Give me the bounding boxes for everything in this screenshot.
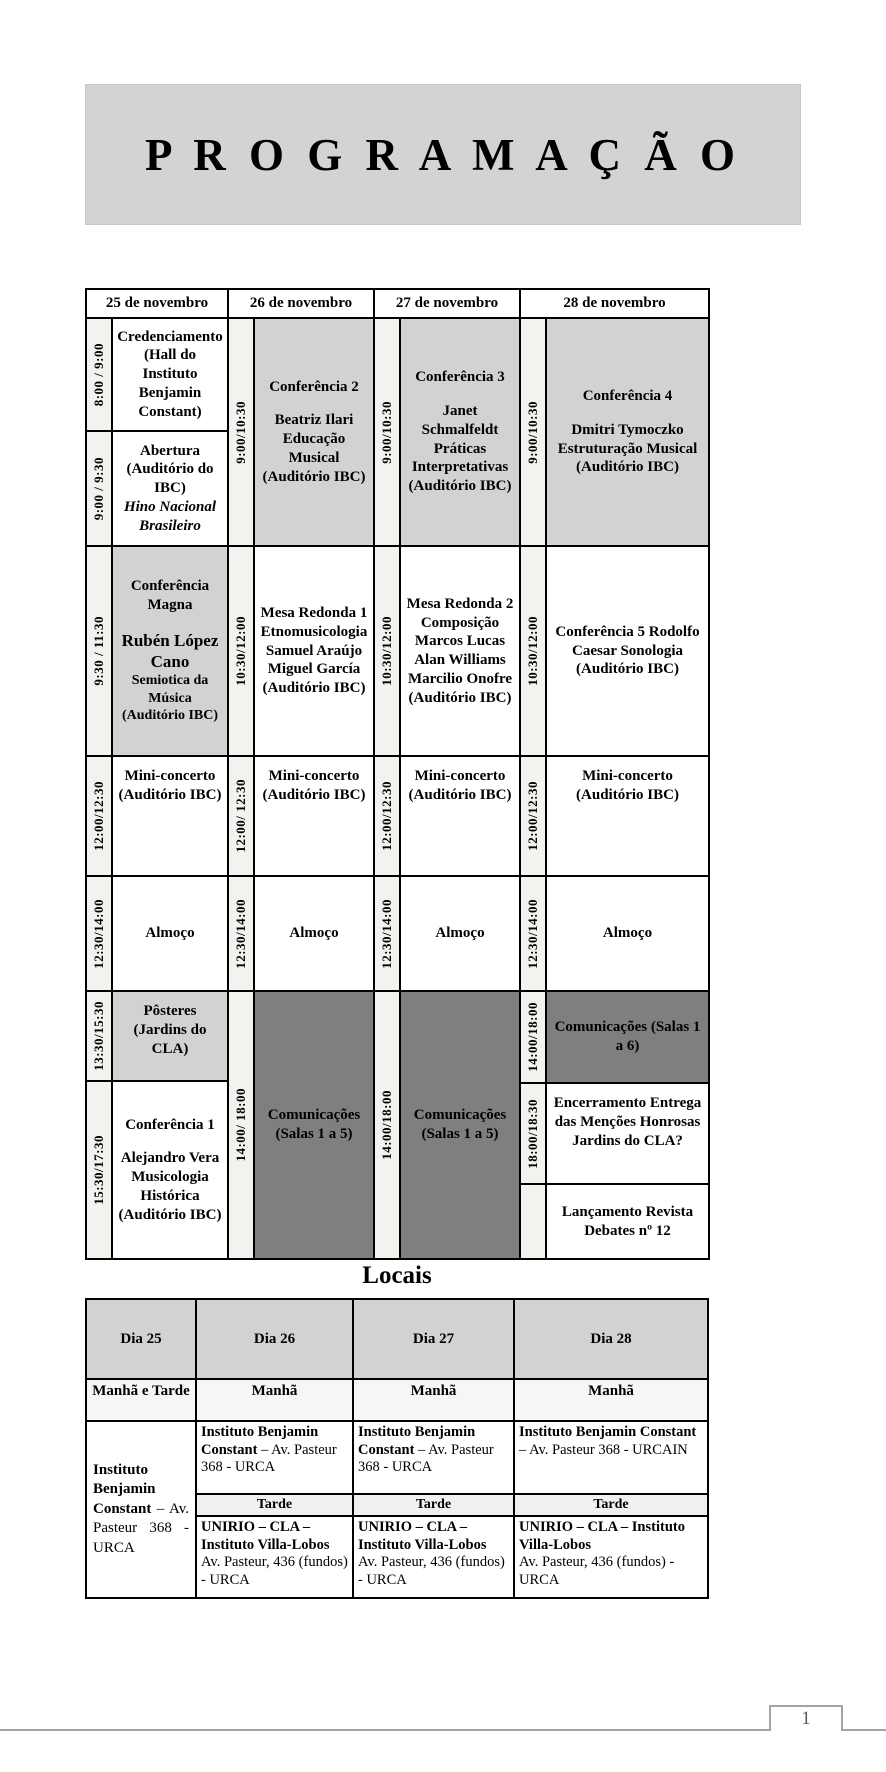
venue-period: Manhã xyxy=(196,1379,353,1421)
venue-tarde-header: Tarde xyxy=(353,1494,514,1516)
venues-table xyxy=(85,1298,709,1599)
event-cell-mesa-redonda-1: Mesa Redonda 1 Etnomusicologia Samuel Araújo Miguel García (Auditório IBC) xyxy=(254,546,374,756)
schedule-row xyxy=(520,318,709,546)
schedule-row xyxy=(228,546,374,756)
schedule-row xyxy=(374,546,520,756)
venue-tarde-header: Tarde xyxy=(196,1494,353,1516)
venue-address: Av. Pasteur, 436 (fundos) - URCA xyxy=(201,1554,348,1589)
event-cell-conferencia-magna: Conferência Magna Rubén López Cano Semiotica da Música (Auditório IBC) xyxy=(112,546,228,756)
schedule-row xyxy=(520,756,709,876)
venue-day-header: Dia 25 xyxy=(86,1299,196,1379)
event-cell-almoco: Almoço xyxy=(112,876,228,991)
event-cell-comunicacoes: Comunicações (Salas 1 a 6) xyxy=(546,991,709,1083)
venue-column-dia28 xyxy=(514,1299,708,1598)
schedule-row xyxy=(228,876,374,991)
venue-period: Manhã xyxy=(514,1379,708,1421)
event-cell-abertura: Abertura (Auditório do IBC) Hino Nacional Brasileiro xyxy=(112,431,228,546)
schedule-row xyxy=(374,991,520,1259)
event-detail: Janet Schmalfeldt Práticas Interpretativas (Auditório IBC) xyxy=(408,403,512,494)
day-column-28 xyxy=(520,289,709,1259)
time-cell: 13:30/15:30 xyxy=(86,991,112,1081)
venue-name: Instituto Benjamin Constant xyxy=(201,1424,319,1458)
schedule-row xyxy=(86,876,228,991)
venue-day-header: Dia 26 xyxy=(196,1299,353,1379)
schedule-row xyxy=(228,991,374,1259)
day-column-25 xyxy=(86,289,228,1259)
time-cell: 12:00/12:30 xyxy=(520,756,546,876)
venue-address: – Av. Pasteur 368 - URCA xyxy=(93,1500,189,1556)
venue-address: Av. Pasteur, 436 (fundos) - URCA xyxy=(358,1554,505,1589)
time-cell: 9:00 / 9:30 xyxy=(86,431,112,546)
date-header-26: 26 de novembro xyxy=(228,289,374,318)
event-cell-almoco: Almoço xyxy=(546,876,709,991)
venue-column-dia27 xyxy=(353,1299,514,1598)
event-cell-conferencia-5: Conferência 5 Rodolfo Caesar Sonologia (Auditório IBC) xyxy=(546,546,709,756)
time-cell: 10:30/12:00 xyxy=(374,546,400,756)
footer-divider xyxy=(0,1729,886,1731)
time-cell: 8:00 / 9:00 xyxy=(86,318,112,431)
time-cell: 12:00/12:30 xyxy=(374,756,400,876)
venue-cell-morning xyxy=(514,1421,708,1494)
event-cell-almoco: Almoço xyxy=(254,876,374,991)
venue-tarde-header: Tarde xyxy=(514,1494,708,1516)
event-cell-conferencia-4: Conferência 4 Dmitri Tymoczko Estruturação Musical (Auditório IBC) xyxy=(546,318,709,546)
schedule-row xyxy=(374,756,520,876)
schedule-row xyxy=(86,431,228,546)
venue-name: Instituto Benjamin Constant xyxy=(519,1424,697,1440)
time-cell: 14:00/18:00 xyxy=(374,991,400,1259)
event-cell-almoco: Almoço xyxy=(400,876,520,991)
schedule-row xyxy=(520,1184,709,1259)
time-cell: 15:30/17:30 xyxy=(86,1081,112,1259)
event-cell-miniconcerto: Mini-concerto (Auditório IBC) xyxy=(400,756,520,876)
event-cell-credenciamento: Credenciamento (Hall do Instituto Benjamin Constant) xyxy=(112,318,228,431)
time-cell: 10:30/12:00 xyxy=(228,546,254,756)
schedule-row xyxy=(86,546,228,756)
schedule-row xyxy=(86,1081,228,1259)
event-cell-comunicacoes: Comunicações (Salas 1 a 5) xyxy=(254,991,374,1259)
venues-heading: Locais xyxy=(362,1262,432,1289)
time-cell: 12:00/12:30 xyxy=(86,756,112,876)
event-cell-mesa-redonda-2: Mesa Redonda 2 Composição Marcos Lucas Alan Williams Marcilio Onofre (Auditório IBC) xyxy=(400,546,520,756)
schedule-row xyxy=(228,318,374,546)
venue-address: – Av. Pasteur 368 - URCA xyxy=(358,1441,494,1476)
schedule-row xyxy=(374,876,520,991)
venue-address: Av. Pasteur, 436 (fundos) - URCA xyxy=(519,1554,675,1589)
venue-cell-morning xyxy=(353,1421,514,1494)
venue-address: – Av. Pasteur 368 - URCAIN xyxy=(519,1441,688,1458)
event-detail: Beatriz Ilari Educação Musical (Auditório IBC) xyxy=(262,412,366,485)
event-cell-miniconcerto: Mini-concerto (Auditório IBC) xyxy=(546,756,709,876)
venue-cell-afternoon xyxy=(196,1516,353,1598)
event-detail: Semiotica da Música (Auditório IBC) xyxy=(121,673,219,724)
page-number: 1 xyxy=(801,1708,811,1729)
time-cell: 9:00/10:30 xyxy=(228,318,254,546)
venue-cell xyxy=(86,1421,196,1598)
event-cell-lancamento: Lançamento Revista Debates nº 12 xyxy=(546,1184,709,1259)
venue-period: Manhã e Tarde xyxy=(86,1379,196,1421)
venue-day-header: Dia 28 xyxy=(514,1299,708,1379)
venue-name: Instituto Benjamin Constant xyxy=(93,1461,156,1517)
venue-name: UNIRIO – CLA – Instituto Villa-Lobos xyxy=(201,1519,330,1553)
day-column-26 xyxy=(228,289,374,1259)
venue-address: – Av. Pasteur 368 - URCA xyxy=(201,1441,337,1476)
schedule-row xyxy=(86,318,228,431)
event-cell-comunicacoes: Comunicações (Salas 1 a 5) xyxy=(400,991,520,1259)
time-cell: 12:30/14:00 xyxy=(228,876,254,991)
schedule-row xyxy=(520,546,709,756)
schedule-row xyxy=(86,756,228,876)
time-cell: 9:00/10:30 xyxy=(520,318,546,546)
event-cell-conferencia-1: Conferência 1 Alejandro Vera Musicologia Histórica (Auditório IBC) xyxy=(112,1081,228,1259)
event-cell-miniconcerto: Mini-concerto (Auditório IBC) xyxy=(254,756,374,876)
date-header-28: 28 de novembro xyxy=(520,289,709,318)
schedule-row xyxy=(520,1083,709,1184)
venue-cell-afternoon xyxy=(514,1516,708,1598)
venue-cell-morning xyxy=(196,1421,353,1494)
venue-day-header: Dia 27 xyxy=(353,1299,514,1379)
schedule-row xyxy=(520,876,709,991)
date-header-27: 27 de novembro xyxy=(374,289,520,318)
time-cell: 9:00/10:30 xyxy=(374,318,400,546)
time-cell: 18:00/18:30 xyxy=(520,1083,546,1184)
day-column-27 xyxy=(374,289,520,1259)
schedule-row xyxy=(228,756,374,876)
event-detail: Dmitri Tymoczko Estruturação Musical (Auditório IBC) xyxy=(557,421,698,476)
venue-name: Instituto Benjamin Constant xyxy=(358,1424,476,1458)
time-cell: 10:30/12:00 xyxy=(520,546,546,756)
schedule-row xyxy=(374,318,520,546)
venue-column-dia26 xyxy=(196,1299,353,1598)
time-cell-empty xyxy=(520,1184,546,1259)
time-cell: 12:30/14:00 xyxy=(520,876,546,991)
schedule-table xyxy=(85,288,710,1260)
event-cell-encerramento: Encerramento Entrega das Menções Honrosas Jardins do CLA? xyxy=(546,1083,709,1184)
time-cell: 12:30/14:00 xyxy=(86,876,112,991)
time-cell: 9:30 / 11:30 xyxy=(86,546,112,756)
time-cell: 12:30/14:00 xyxy=(374,876,400,991)
event-cell-conferencia-2: Conferência 2 Beatriz Ilari Educação Musical (Auditório IBC) xyxy=(254,318,374,546)
venue-cell-afternoon xyxy=(353,1516,514,1598)
title-banner xyxy=(85,84,801,225)
venue-period: Manhã xyxy=(353,1379,514,1421)
venue-column-dia25 xyxy=(86,1299,196,1598)
speaker-name: Rubén López Cano xyxy=(121,630,219,671)
event-cell-miniconcerto: Mini-concerto (Auditório IBC) xyxy=(112,756,228,876)
venue-name: UNIRIO – CLA – Instituto Villa-Lobos xyxy=(358,1519,487,1553)
time-cell: 12:00/ 12:30 xyxy=(228,756,254,876)
page-number-tab xyxy=(769,1705,843,1731)
event-cell-posteres: Pôsteres (Jardins do CLA) xyxy=(112,991,228,1081)
document-title: P R O G R A M A Ç Ã O xyxy=(144,129,742,180)
schedule-row xyxy=(86,991,228,1081)
event-detail: Alejandro Vera Musicologia Histórica (Auditório IBC) xyxy=(118,1150,222,1223)
event-note-italic: Hino Nacional Brasileiro xyxy=(123,498,217,534)
time-cell: 14:00/ 18:00 xyxy=(228,991,254,1259)
date-header-25: 25 de novembro xyxy=(86,289,228,318)
time-cell: 14:00/18:00 xyxy=(520,991,546,1083)
event-cell-conferencia-3: Conferência 3 Janet Schmalfeldt Práticas Interpretativas (Auditório IBC) xyxy=(400,318,520,546)
schedule-row xyxy=(520,991,709,1083)
venue-name: UNIRIO – CLA – Instituto Villa-Lobos xyxy=(519,1519,685,1553)
